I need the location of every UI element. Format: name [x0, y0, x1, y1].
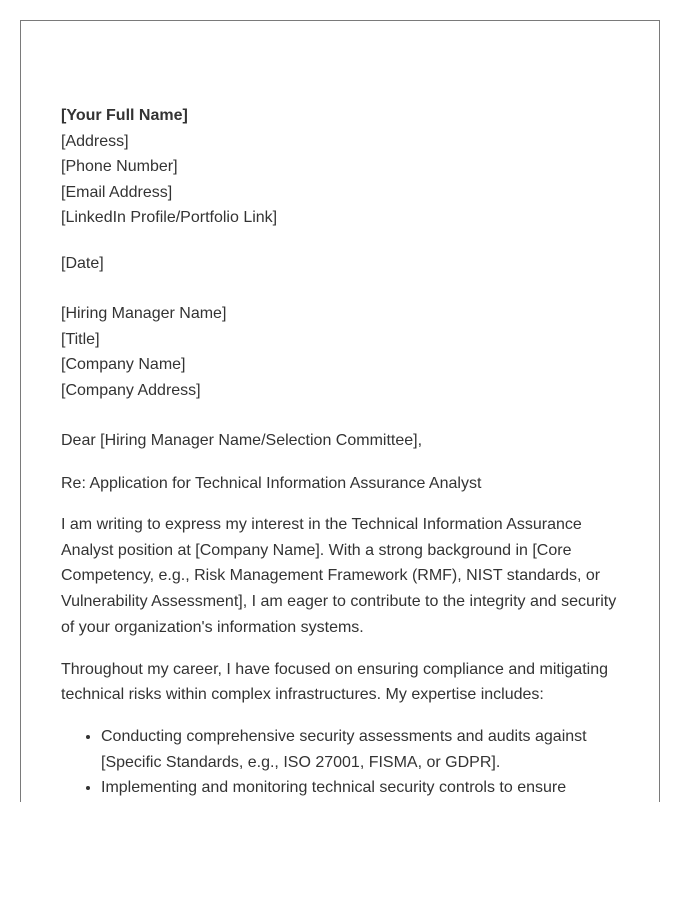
recipient-name: [Hiring Manager Name] — [61, 305, 227, 322]
salutation: Dear [Hiring Manager Name/Selection Committee], — [61, 432, 423, 449]
sender-phone: [Phone Number] — [61, 158, 178, 175]
sender-linkedin: [LinkedIn Profile/Portfolio Link] — [61, 209, 278, 226]
letter-content — [61, 103, 626, 801]
body-paragraph-intro: I am writing to express my interest in the Technical Information Assurance Analyst position at [Company Name]. With a strong background in [Core Competency, e.g., Risk Management Framework (RMF), NIST standards, or Vulnerability Assessment], I am eager to contribute to the integrity and security of your organization's information systems. — [61, 516, 617, 636]
expertise-list-item: • Conducting comprehensive security assessments and audits against [Specific Standards, e.g., ISO 27001, FISMA, or GDPR]. — [101, 724, 626, 775]
sender-email: [Email Address] — [61, 183, 173, 201]
expertise-list — [61, 724, 626, 801]
sender-block — [61, 103, 626, 231]
expertise-list-item: • Implementing and monitoring technical security controls to ensure — [101, 775, 626, 801]
sender-address: [Address] — [61, 132, 129, 150]
sender-name: [Your Full Name] — [61, 107, 188, 124]
recipient-block — [61, 301, 626, 403]
recipient-address: [Company Address] — [61, 381, 201, 399]
letter-page — [20, 20, 660, 802]
subject-line: Re: Application for Technical Information Assurance Analyst — [61, 474, 482, 492]
body-paragraph-expertise: Throughout my career, I have focused on ensuring compliance and mitigating technical risks within complex infrastructures. My expertise includes: — [61, 660, 608, 704]
letter-date: [Date] — [61, 254, 104, 272]
recipient-title: [Title] — [61, 330, 100, 348]
recipient-company: [Company Name] — [61, 356, 186, 373]
